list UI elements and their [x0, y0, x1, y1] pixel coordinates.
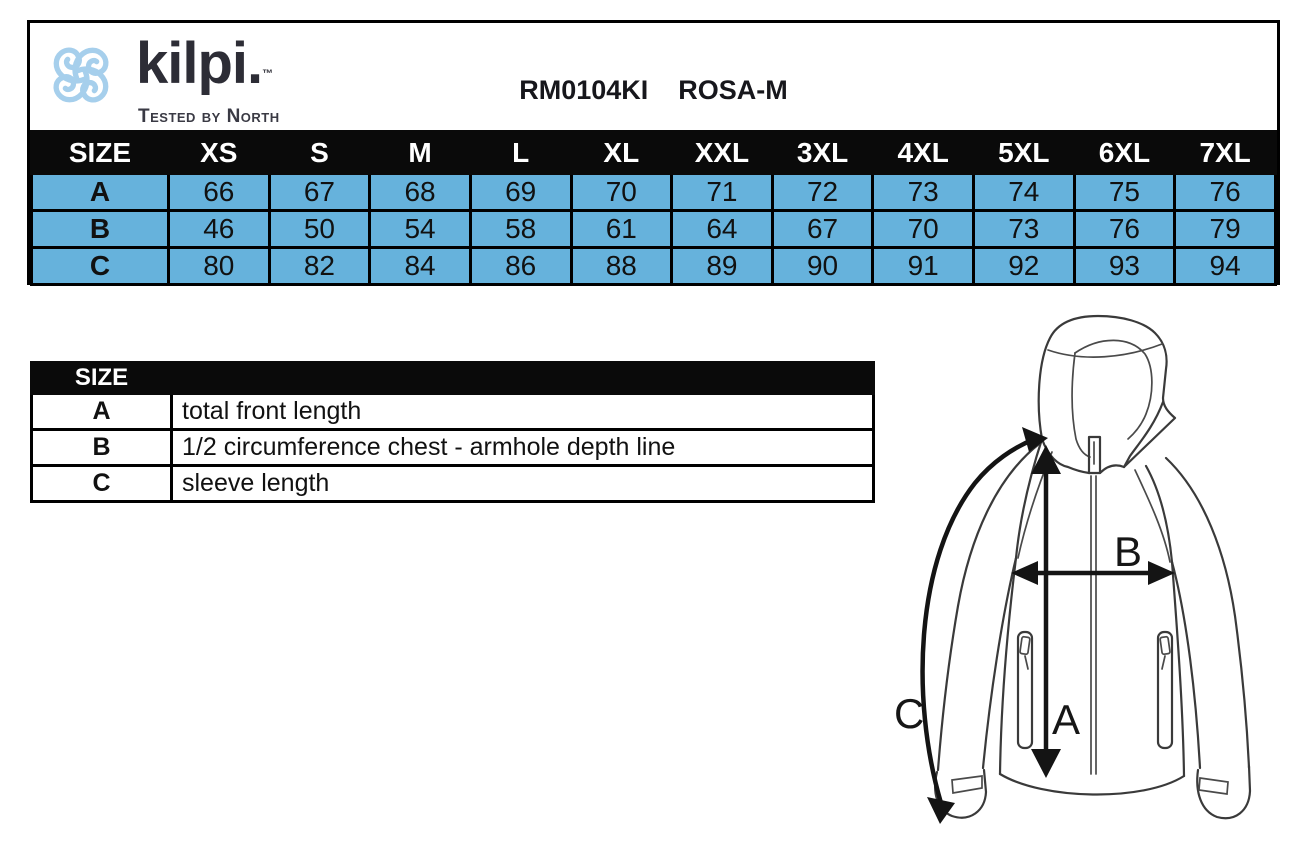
- size-column-header: XL: [571, 132, 672, 174]
- size-cell: 76: [1074, 211, 1175, 248]
- size-cell: 88: [571, 248, 672, 285]
- brand-name: kilpi.™: [136, 31, 274, 96]
- brand-tagline: Tested by North: [138, 106, 280, 127]
- legend-table: [30, 361, 875, 503]
- size-column-header: XS: [169, 132, 270, 174]
- legend-row-description: total front length: [172, 394, 874, 430]
- size-cell: 92: [974, 248, 1075, 285]
- size-column-header: 6XL: [1074, 132, 1175, 174]
- size-table: [30, 130, 1277, 286]
- product-code: RM0104KI: [519, 75, 649, 105]
- size-table-row: [32, 174, 1276, 211]
- size-row-label: A: [32, 174, 169, 211]
- size-table-row: [32, 248, 1276, 285]
- size-column-header: L: [470, 132, 571, 174]
- size-cell: 93: [1074, 248, 1175, 285]
- chart-header: [30, 23, 1277, 130]
- size-cell: 68: [370, 174, 471, 211]
- measure-label-c: C: [894, 690, 925, 737]
- size-column-header: 3XL: [772, 132, 873, 174]
- size-cell: 54: [370, 211, 471, 248]
- jacket-hood: [1039, 316, 1175, 473]
- size-cell: 76: [1175, 174, 1276, 211]
- size-cell: 89: [672, 248, 773, 285]
- size-cell: 94: [1175, 248, 1276, 285]
- measure-label-a: A: [1052, 696, 1081, 743]
- measure-arrow-b: [1011, 528, 1175, 585]
- size-cell: 66: [169, 174, 270, 211]
- size-column-header: 5XL: [974, 132, 1075, 174]
- legend-row: [32, 430, 874, 466]
- legend-row-label: A: [32, 394, 172, 430]
- legend-row: [32, 394, 874, 430]
- measure-arrow-c: [894, 427, 1048, 824]
- legend-row-description: sleeve length: [172, 466, 874, 502]
- size-cell: 61: [571, 211, 672, 248]
- trademark-mark: ™: [262, 68, 274, 80]
- jacket-pockets: [1018, 632, 1172, 748]
- size-cell: 79: [1175, 211, 1276, 248]
- size-cell: 84: [370, 248, 471, 285]
- legend-header-size: SIZE: [32, 363, 172, 394]
- size-column-header: XXL: [672, 132, 773, 174]
- size-column-header: S: [269, 132, 370, 174]
- measure-label-b: B: [1114, 528, 1143, 575]
- size-cell: 67: [269, 174, 370, 211]
- size-column-header: 4XL: [873, 132, 974, 174]
- size-cell: 46: [169, 211, 270, 248]
- size-table-row: [32, 211, 1276, 248]
- size-cell: 71: [672, 174, 773, 211]
- size-cell: 50: [269, 211, 370, 248]
- size-cell: 91: [873, 248, 974, 285]
- size-cell: 67: [772, 211, 873, 248]
- size-cell: 73: [974, 211, 1075, 248]
- size-cell: 70: [873, 211, 974, 248]
- product-title: [519, 75, 788, 106]
- size-cell: 82: [269, 248, 370, 285]
- size-cell: 75: [1074, 174, 1175, 211]
- brand-logo: [40, 31, 280, 128]
- size-cell: 90: [772, 248, 873, 285]
- legend-row: [32, 466, 874, 502]
- size-cell: 64: [672, 211, 773, 248]
- jacket-sleeves: [935, 444, 1250, 818]
- size-cell: 80: [169, 248, 270, 285]
- jacket-body: [1000, 439, 1184, 795]
- size-cell: 58: [470, 211, 571, 248]
- measure-arrow-a: [1031, 445, 1080, 778]
- size-cell: 72: [772, 174, 873, 211]
- size-cell: 73: [873, 174, 974, 211]
- size-row-label: B: [32, 211, 169, 248]
- size-column-header: M: [370, 132, 471, 174]
- size-column-header: 7XL: [1175, 132, 1276, 174]
- jacket-measurement-diagram: [878, 306, 1298, 846]
- size-cell: 74: [974, 174, 1075, 211]
- legend-row-label: C: [32, 466, 172, 502]
- size-cell: 69: [470, 174, 571, 211]
- kilpi-knot-icon: [40, 31, 122, 119]
- size-row-label: C: [32, 248, 169, 285]
- legend-header-spacer: [172, 363, 874, 394]
- size-chart-panel: [27, 20, 1280, 285]
- legend-row-label: B: [32, 430, 172, 466]
- product-name: ROSA-M: [678, 75, 788, 105]
- size-table-header-size: SIZE: [32, 132, 169, 174]
- size-cell: 86: [470, 248, 571, 285]
- legend-row-description: 1/2 circumference chest - armhole depth line: [172, 430, 874, 466]
- size-cell: 70: [571, 174, 672, 211]
